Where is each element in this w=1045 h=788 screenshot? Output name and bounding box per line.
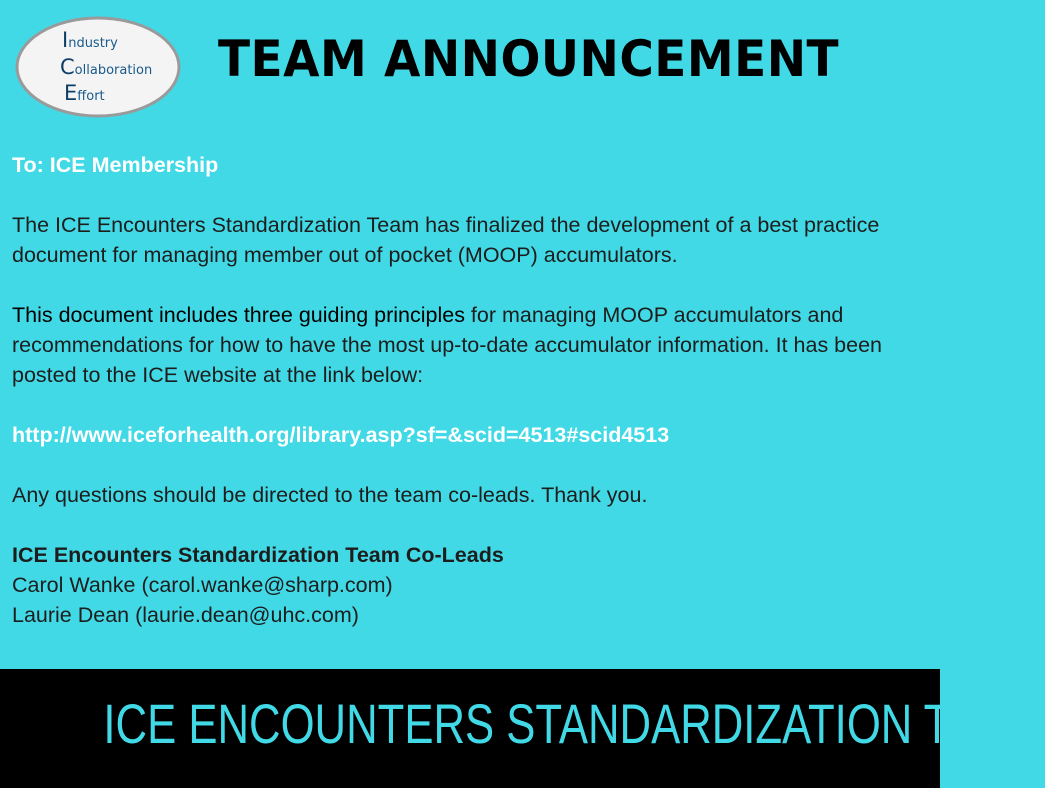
footer-title: ICE ENCOUNTERS STANDARDIZATION TEAM bbox=[103, 692, 1045, 755]
ice-logo bbox=[14, 15, 182, 119]
announcement-body bbox=[12, 150, 927, 630]
logo-line-collaboration: Collaboration bbox=[60, 55, 153, 79]
logo-line-industry: Industry bbox=[62, 28, 118, 52]
paragraph-intro: The ICE Encounters Standardization Team has finalized the development of a best practice document for managing member out of pocket (MOOP) accumulators. bbox=[12, 213, 880, 267]
paragraph-questions: Any questions should be directed to the team co-leads. Thank you. bbox=[12, 483, 648, 507]
co-lead-carol: Carol Wanke (carol.wanke@sharp.com) bbox=[12, 573, 393, 597]
co-lead-laurie: Laurie Dean (laurie.dean@uhc.com) bbox=[12, 603, 359, 627]
co-leads-heading: ICE Encounters Standardization Team Co-Leads bbox=[12, 543, 504, 567]
library-link[interactable]: http://www.iceforhealth.org/library.asp?sf=&scid=4513#scid4513 bbox=[12, 423, 670, 447]
logo-line-effort: Effort bbox=[64, 81, 105, 105]
paragraph-document bbox=[12, 300, 927, 390]
paragraph-document-rest: for managing MOOP accumulators and recommendations for how to have the most up-to-date accumulator information. It has been posted to the ICE website at the link below: bbox=[12, 303, 883, 387]
page-title: TEAM ANNOUNCEMENT bbox=[218, 30, 840, 88]
footer-banner bbox=[0, 669, 1045, 788]
highlighted-phrase: This document includes three guiding principles bbox=[12, 303, 465, 327]
recipient-line: To: ICE Membership bbox=[12, 153, 219, 177]
